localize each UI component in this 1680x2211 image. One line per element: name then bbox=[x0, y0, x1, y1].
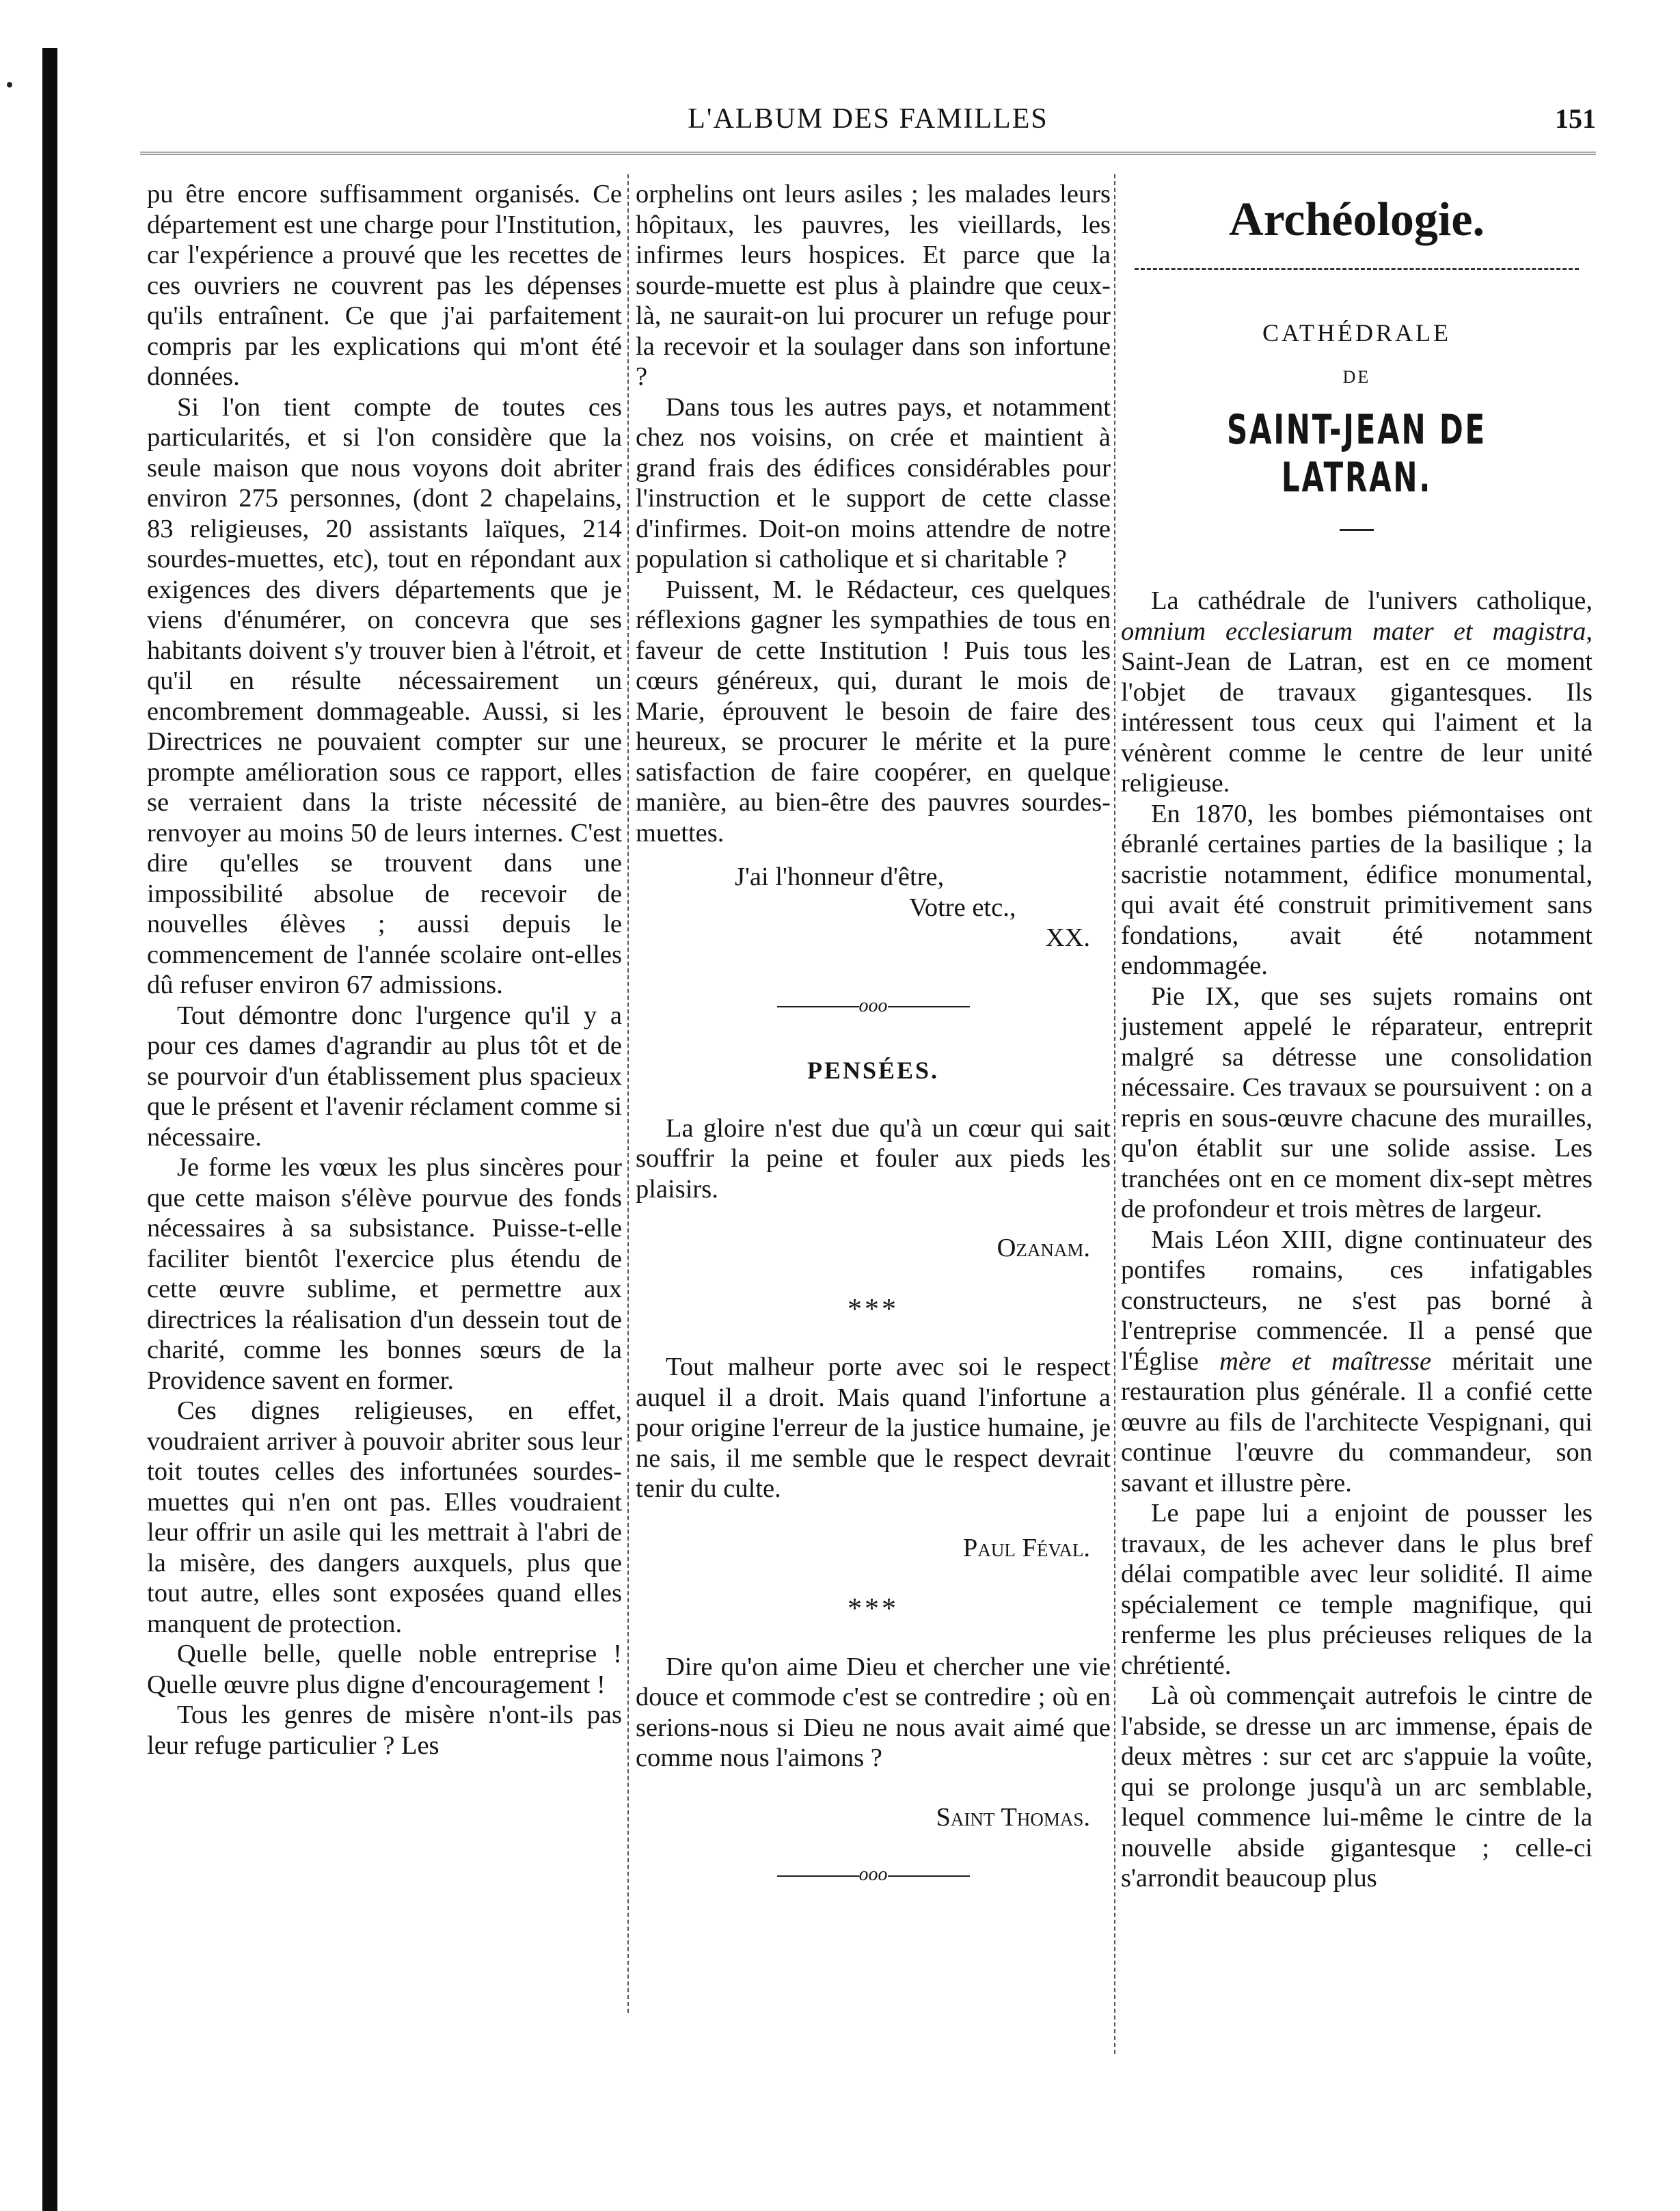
page-binding-edge bbox=[42, 48, 57, 2211]
column-divider bbox=[1114, 174, 1115, 2054]
running-title: L'ALBUM DES FAMILLES bbox=[688, 103, 1048, 135]
ornament-text: ooo bbox=[858, 1864, 888, 1885]
paragraph: Le pape lui a enjoint de pousser les travaux, de les achever dans le plus bref délai compatible avec leur solidité. Il aime spécialement ce temple magnifique, qui renferme les plus précieuses reliques de la chrétienté. bbox=[1121, 1499, 1593, 1680]
asterism: *** bbox=[848, 1593, 899, 1625]
text-run: , Saint-Jean de Latran, est en ce moment l'objet de travaux gigantesques. Ils intéressent tous ceux qui l'aiment et la vénèrent comme le centre de leur unité religieuse. bbox=[1121, 616, 1593, 798]
latin-phrase: omnium ecclesiarum mater et magistra bbox=[1121, 616, 1586, 646]
column-2 bbox=[636, 179, 1111, 1925]
letter-closing-2: Votre etc., bbox=[909, 893, 1016, 922]
quote-text: Dire qu'on aime Dieu et chercher une vie douce et commode c'est se contredire ; où en serions-nous si Dieu ne nous avait aimé que comme nous l'aimons ? bbox=[636, 1652, 1111, 1772]
paragraph bbox=[1121, 586, 1593, 799]
paragraph: En 1870, les bombes piémontaises ont ébranlé certaines parties de la basilique ; la sacristie notamment, édifice monumental, qui avait été construit primitivement sans fondations, avait été notamment endommagée. bbox=[1121, 799, 1593, 980]
column-3 bbox=[1121, 179, 1593, 1894]
text-run: méritait une restauration plus générale. Il a confié cette œuvre au fils de l'architecte Vespignani, qui continue l'œuvre du commandeur, son savant et illustre père. bbox=[1121, 1346, 1593, 1497]
article-title: SAINT-JEAN DE LATRAN. bbox=[1227, 406, 1487, 502]
paragraph: Si l'on tient compte de toutes ces particularités, et si l'on considère que la seule maison que nous voyons doit abriter environ 275 personnes, (dont 2 chapelains, 83 religieuses, 20 assistants laïques, 214 sourdes-muettes, etc), tout en répondant aux exigences des divers départements que je viens d'énumérer, on concevra que ses habitants doivent s'y trouver bien à l'étroit, et qu'il en résulte nécessairement un encombrement dommageable. Aussi, si les Directrices ne pouvaient compter sur une prompte amélioration sous ce rapport, elles se verraient dans la triste nécessité de renvoyer au moins 50 de leurs internes. C'est dire qu'elles se trouvent dans une impossibilité absolue de recevoir de nouvelles élèves ; aussi depuis le commencement de l'année scolaire ont-elles dû refuser environ 67 admissions. bbox=[147, 392, 622, 999]
paragraph: orphelins ont leurs asiles ; les malades leurs hôpitaux, les pauvres, les vieillards, les infirmes leurs hospices. Et parce que la sourde-muette est plus à plaindre que ceux-là, ne saurait-on lui procurer un refuge pour la recevoir et la soulager dans son infortune ? bbox=[636, 180, 1111, 391]
quote-block bbox=[636, 1113, 1111, 1264]
paragraph: Ces dignes religieuses, en effet, voudraient arriver à pouvoir abriter sous leur toit toutes celles des infortunées sourdes-muettes qui n'en ont pas. Elles voudraient leur offrir un asile qui les mettrait à l'abri de la misère, des dangers auxquels, plus que tout autre, elles sont exposées quand elles manquent de protection. bbox=[147, 1396, 622, 1638]
article-subtitle-connector: DE bbox=[1342, 366, 1371, 387]
paragraph: Tous les genres de misère n'ont-ils pas leur refuge particulier ? Les bbox=[147, 1700, 622, 1760]
quote-block bbox=[636, 1652, 1111, 1833]
quote-text: Tout malheur porte avec soi le respect auquel il a droit. Mais quand l'infortune a pour origine l'erreur de la justice humaine, je ne sais, il me semble que le respect devrait tenir du culte. bbox=[636, 1353, 1111, 1503]
asterism: *** bbox=[848, 1293, 899, 1325]
column-1 bbox=[147, 179, 622, 1761]
paragraph: Dans tous les autres pays, et notamment chez nos voisins, on crée et maintient à grand frais des édifices considérables pour l'instruction et le support de cette classe d'infirmes. Doit-on moins attendre de notre population si catholique et si charitable ? bbox=[636, 392, 1111, 573]
paragraph: Puissent, M. le Rédacteur, ces quelques réflexions gagner les sympathies de tous en faveur de cette Institution ! Puis tous les cœurs généreux, qui, durant le mois de Marie, éprouvent le besoin de faire des heureux, se procurer le mérite et la pure satisfaction de faire coopérer, en quelque manière, au bien-être des pauvres sourdes-muettes. bbox=[636, 575, 1111, 847]
paragraph: Je forme les vœux les plus sincères pour que cette maison s'élève pourvue des fonds nécessaires à sa subsistance. Puisse-t-elle faciliter bientôt l'exercice plus étendu de cette œuvre sublime, et permettre aux directrices la réalisation d'un dessein tout de charité, comme les bonnes sœurs de la Providence savent en former. bbox=[147, 1153, 622, 1395]
pensees-heading: PENSÉES. bbox=[807, 1057, 940, 1084]
italic-phrase: mère et maîtresse bbox=[1219, 1346, 1432, 1376]
ink-speck bbox=[7, 82, 12, 87]
paragraph: pu être encore suffisamment organisés. Ce département est une charge pour l'Institution, car l'expérience a prouvé que les recettes de ces ouvriers ne couvrent pas les dépenses qu'ils entraînent. Ce que j'ai parfaitement compris par les explications qui m'ont été données. bbox=[147, 180, 622, 391]
quote-author: Saint Thomas. bbox=[936, 1802, 1090, 1832]
quote-author: Ozanam. bbox=[997, 1234, 1090, 1262]
paragraph: Là où commençait autrefois le cintre de l'abside, se dresse un arc immense, épais de deux mètres : sur cet arc s'appuie la voûte, qui se prolonge jusqu'à un arc semblable, lequel commence lui-même le cintre de la nouvelle abside gigantesque ; celle-ci s'arrondit beaucoup plus bbox=[1121, 1681, 1593, 1893]
article-subtitle: CATHÉDRALE bbox=[1262, 319, 1451, 347]
paragraph: Quelle belle, quelle noble entreprise ! Quelle œuvre plus digne d'encouragement ! bbox=[147, 1640, 622, 1699]
paragraph: Tout démontre donc l'urgence qu'il y a pour ces dames d'agrandir au plus tôt et de se pourvoir d'un établissement plus spacieux que le présent et l'avenir réclament comme si nécessaire. bbox=[147, 1001, 622, 1152]
paragraph bbox=[1121, 1225, 1593, 1499]
ornament-text: ooo bbox=[858, 994, 888, 1016]
letter-signature: XX. bbox=[1045, 923, 1090, 952]
end-ornament bbox=[636, 1860, 1111, 1890]
header-rule bbox=[140, 152, 1596, 154]
quote-author: Paul Féval. bbox=[962, 1533, 1090, 1562]
text-run: Mais Léon XIII, digne continuateur des pontifes romains, ces infatigables constructeurs, ne s'est pas borné à l'entreprise commencée. Il a pensé que l'Église bbox=[1121, 1225, 1593, 1376]
column-divider bbox=[627, 174, 629, 2013]
quote-text: La gloire n'est due qu'à un cœur qui sait souffrir la peine et fouler aux pieds les plaisirs. bbox=[636, 1113, 1111, 1204]
quote-block bbox=[636, 1352, 1111, 1563]
section-ornament bbox=[636, 991, 1111, 1022]
section-rule bbox=[1135, 268, 1579, 270]
section-title: Archéologie. bbox=[1229, 193, 1485, 246]
page-header bbox=[140, 103, 1596, 144]
text-run: La cathédrale de l'univers catholique, bbox=[1151, 586, 1593, 615]
title-dash bbox=[1340, 529, 1374, 531]
paragraph: Pie IX, que ses sujets romains ont justement appelé le réparateur, entreprit malgré sa détresse une consolidation nécessaire. Ces travaux se poursuivent : on a repris en sous-œuvre chacune des murailles, qu'on établit sur une solide assise. Les tranchées ont en ce moment dix-sept mètres de profondeur et trois mètres de largeur. bbox=[1121, 981, 1593, 1223]
page-number: 151 bbox=[1555, 103, 1596, 134]
letter-closing: J'ai l'honneur d'être, bbox=[735, 863, 945, 891]
